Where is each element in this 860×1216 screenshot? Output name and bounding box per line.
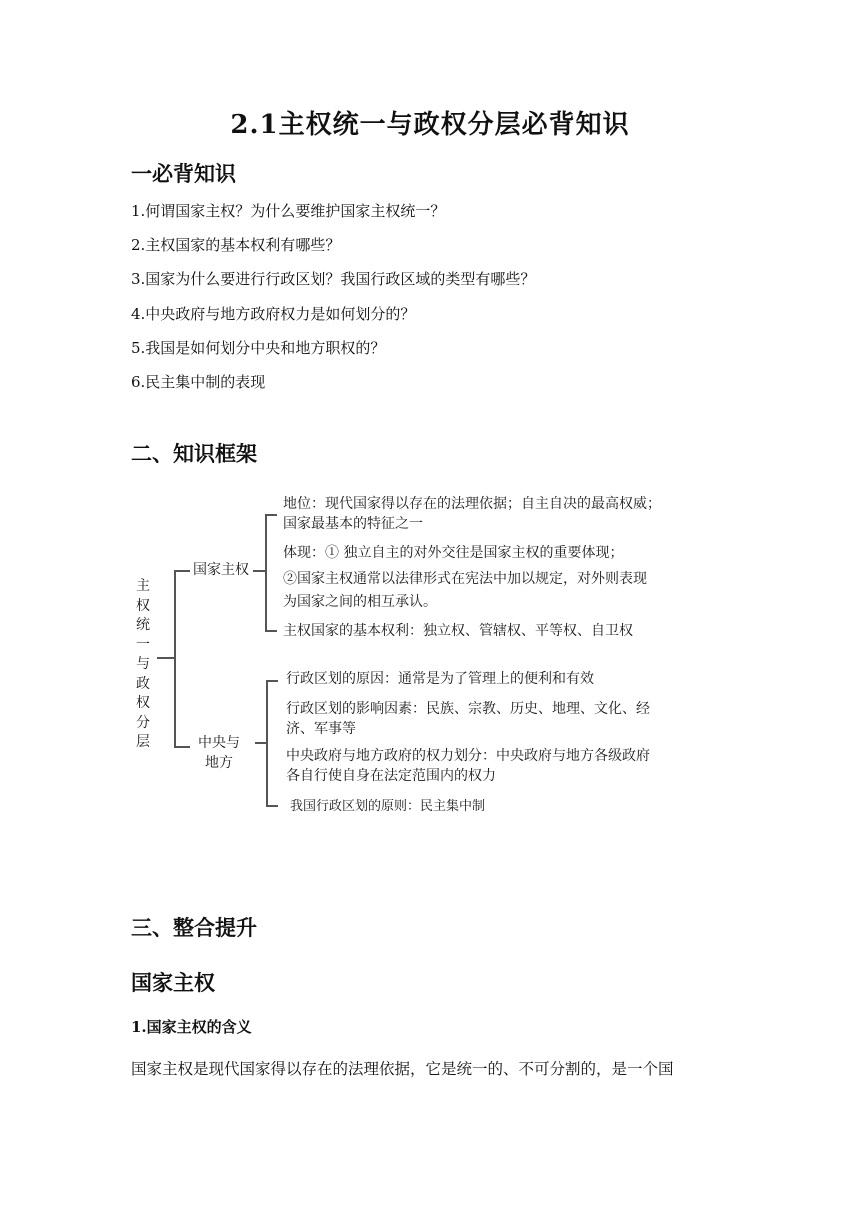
subheading-national-sovereignty: 国家主权 bbox=[131, 970, 215, 995]
framework-item: 济、军事等 bbox=[286, 721, 356, 737]
branch-label-sovereignty: 国家主权 bbox=[193, 562, 249, 578]
minor-heading-sovereignty-meaning: 1.国家主权的含义 bbox=[131, 1018, 252, 1036]
section-heading-framework: 二、知识框架 bbox=[131, 441, 257, 466]
connector-line bbox=[174, 570, 176, 747]
framework-item: 行政区划的原因：通常是为了管理上的便利和有效 bbox=[286, 671, 594, 687]
connector-line bbox=[266, 680, 268, 806]
list-item: 1.何谓国家主权？为什么要维护国家主权统一？ bbox=[131, 202, 446, 220]
framework-item: 行政区划的影响因素：民族、宗教、历史、地理、文化、经 bbox=[286, 701, 650, 717]
section-heading-must-know: 一必背知识 bbox=[131, 161, 236, 186]
framework-item: 体现：① 独立自主的对外交往是国家主权的重要体现； bbox=[283, 545, 624, 561]
connector-line bbox=[157, 657, 174, 659]
framework-item: 我国行政区划的原则：民主集中制 bbox=[290, 799, 486, 814]
connector-line bbox=[266, 805, 278, 807]
connector-line bbox=[174, 570, 190, 572]
framework-item: 各自行使自身在法定范围内的权力 bbox=[286, 768, 496, 784]
list-item: 4.中央政府与地方政府权力是如何划分的？ bbox=[131, 304, 416, 323]
connector-line bbox=[265, 514, 277, 516]
connector-line bbox=[265, 514, 267, 631]
connector-line bbox=[174, 746, 190, 748]
framework-item: 中央政府与地方政府的权力划分：中央政府与地方各级政府 bbox=[286, 748, 650, 764]
list-item: 6.民主集中制的表现 bbox=[131, 372, 266, 391]
diagram-root-label: 主 权 统 一 与 政 权 分 层 bbox=[136, 578, 150, 750]
branch-label-central-local: 中央与 地方 bbox=[198, 735, 240, 771]
connector-line bbox=[266, 680, 278, 682]
body-paragraph: 国家主权是现代国家得以存在的法理依据，它是统一的、不可分割的，是一个国 bbox=[131, 1060, 674, 1078]
framework-item: 主权国家的基本权利：独立权、管辖权、平等权、自卫权 bbox=[283, 623, 633, 639]
question-list bbox=[131, 200, 535, 405]
list-item: 5.我国是如何划分中央和地方职权的？ bbox=[131, 338, 386, 357]
connector-line bbox=[253, 570, 265, 572]
connector-line bbox=[255, 742, 266, 744]
framework-item: 国家最基本的特征之一 bbox=[283, 516, 423, 532]
framework-item: ②国家主权通常以法律形式在宪法中加以规定，对外则表现 bbox=[283, 571, 647, 587]
page-title: 2.1主权统一与政权分层必背知识 bbox=[230, 110, 630, 140]
framework-item: 地位：现代国家得以存在的法理依据；自主自决的最高权威； bbox=[283, 496, 661, 512]
list-item: 3.国家为什么要进行行政区划？我国行政区域的类型有哪些？ bbox=[131, 270, 536, 289]
section-heading-integration: 三、整合提升 bbox=[131, 915, 257, 940]
list-item: 2.主权国家的基本权利有哪些？ bbox=[131, 236, 341, 255]
framework-item: 为国家之间的相互承认。 bbox=[283, 594, 437, 610]
connector-line bbox=[265, 630, 277, 632]
